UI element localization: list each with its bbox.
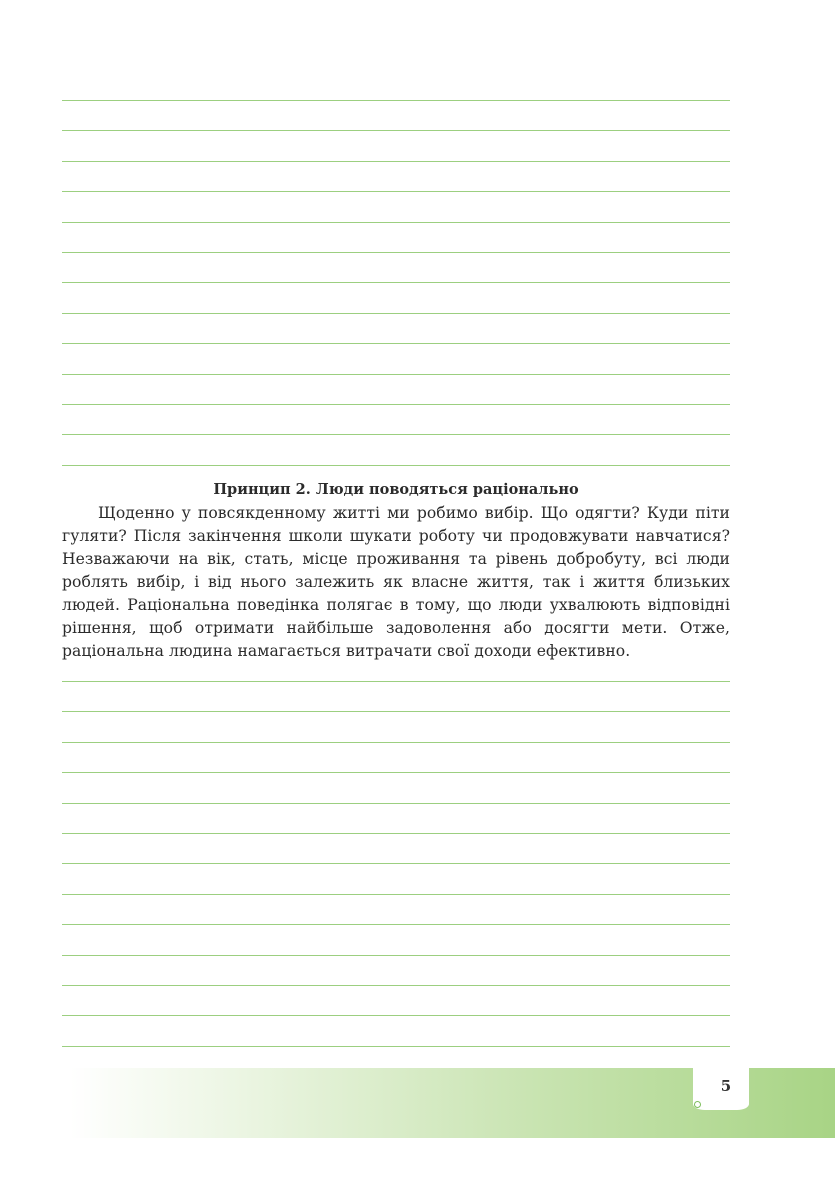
ruled-line: [62, 343, 730, 344]
ruled-line: [62, 681, 730, 682]
principle-section: [62, 480, 730, 663]
page-number: 5: [720, 1077, 732, 1095]
ruled-line: [62, 863, 730, 864]
ruled-line: [62, 374, 730, 375]
ruled-line: [62, 434, 730, 435]
ruled-line: [62, 1015, 730, 1016]
section-paragraph: Щоденно у повсякденному житті ми робимо вибір. Що одягти? Куди піти гуляти? Після закінчення школи шукати роботу чи продовжувати навчатися? Незважаючи на вік, стать, місце проживання та рівень добробуту, всі люди роблять вибір, і від нього залежить як власне життя, так і життя близьких людей. Раціональна поведінка полягає в тому, що люди ухвалюють відповідні рішення, щоб отримати найбільше задоволення або досягти мети. Отже, раціональна людина намагається витрачати свої доходи ефективно.: [62, 504, 730, 660]
ruled-line: [62, 742, 730, 743]
ruled-line: [62, 130, 730, 131]
ruled-line: [62, 711, 730, 712]
ruled-line: [62, 833, 730, 834]
ruled-line: [62, 924, 730, 925]
ruled-line: [62, 252, 730, 253]
ruled-line: [62, 772, 730, 773]
writing-lines-top: [62, 100, 730, 495]
ruled-line: [62, 1046, 730, 1047]
ruled-line: [62, 465, 730, 466]
ruled-line: [62, 222, 730, 223]
ruled-line: [62, 894, 730, 895]
ruled-line: [62, 282, 730, 283]
ruled-line: [62, 313, 730, 314]
ruled-line: [62, 191, 730, 192]
ruled-line: [62, 404, 730, 405]
tab-dot-icon: [694, 1101, 701, 1108]
writing-lines-bottom: [62, 681, 730, 1076]
section-heading: Принцип 2. Люди поводяться раціонально: [213, 481, 579, 498]
ruled-line: [62, 955, 730, 956]
ruled-line: [62, 161, 730, 162]
ruled-line: [62, 985, 730, 986]
ruled-line: [62, 100, 730, 101]
ruled-line: [62, 803, 730, 804]
